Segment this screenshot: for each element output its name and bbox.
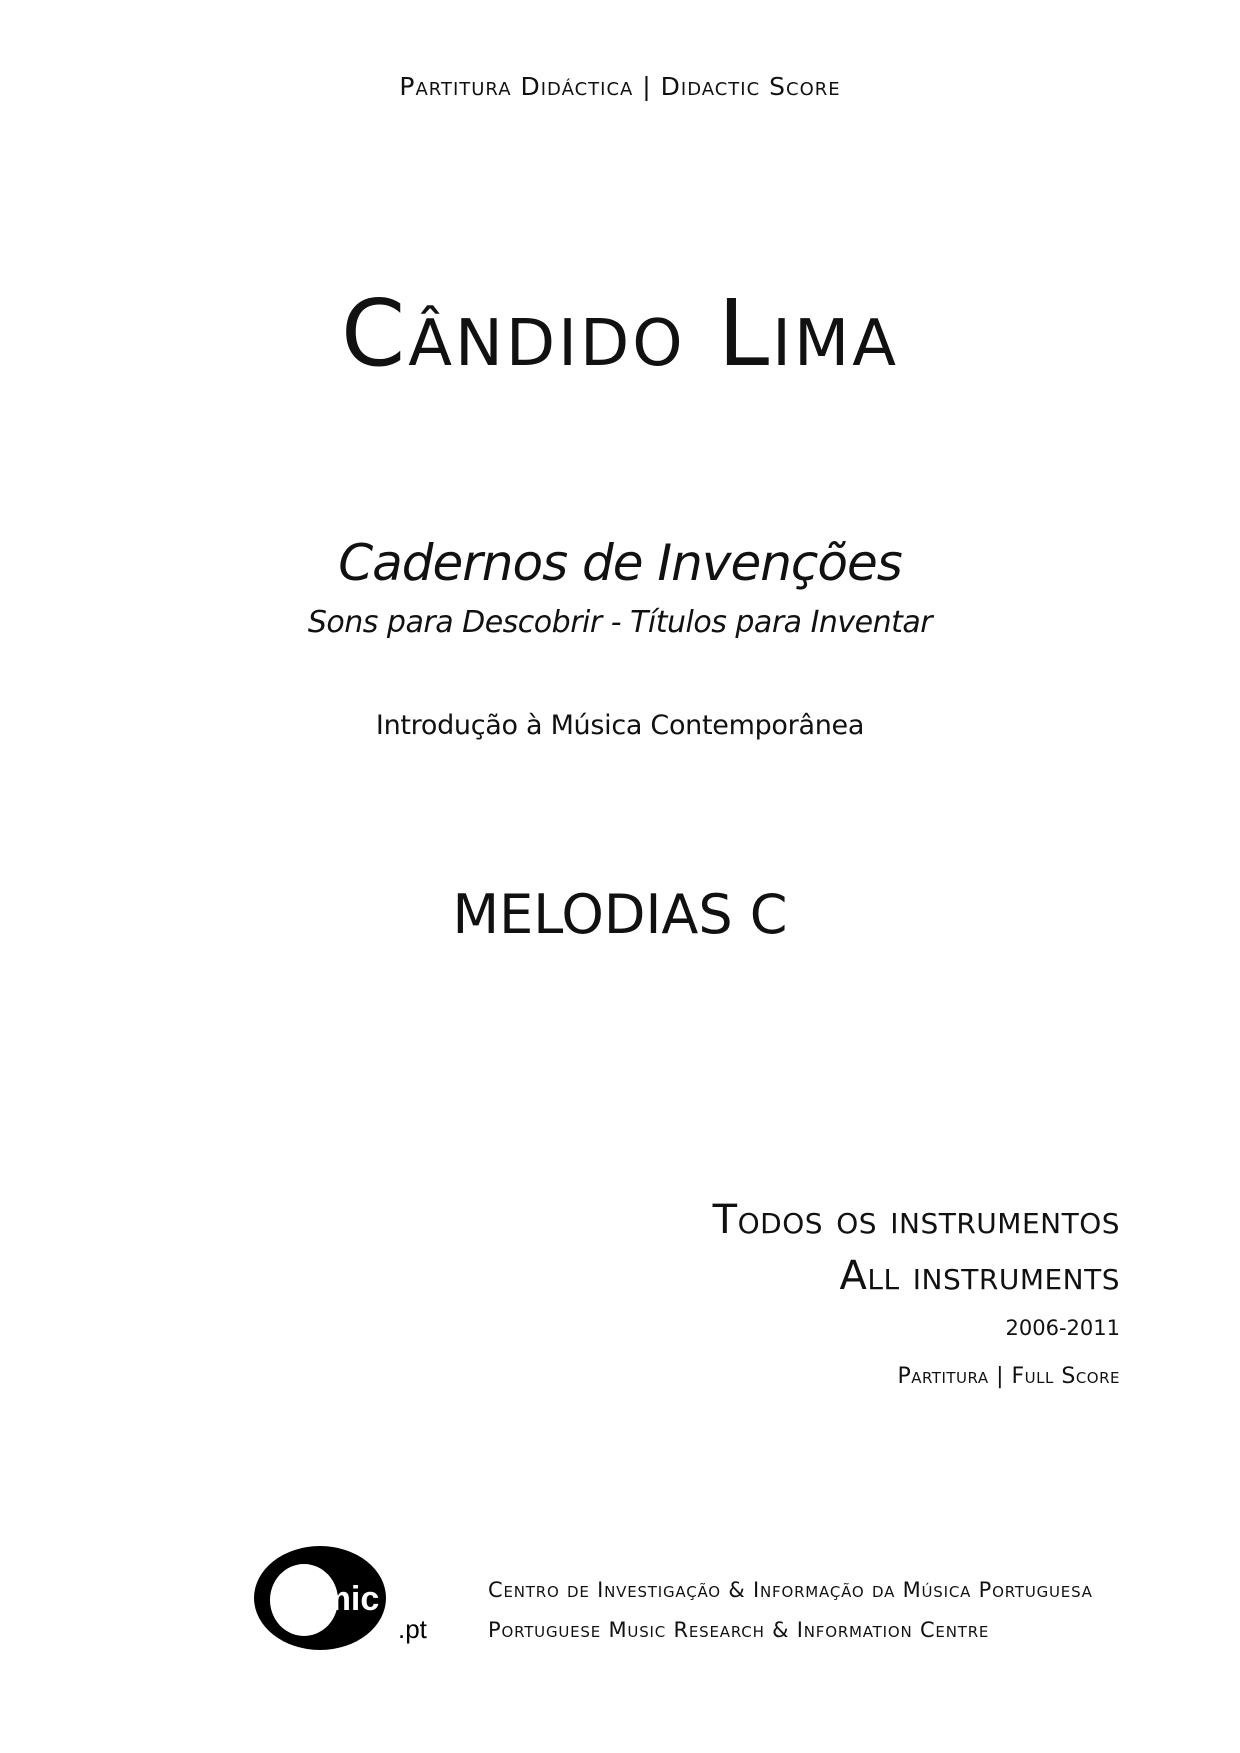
logo-suffix-text: .pt: [398, 1614, 427, 1644]
instrumentation-pt: Todos os instrumentos: [712, 1197, 1120, 1243]
work-title: Cadernos de Invenções: [338, 534, 902, 592]
composer-name: Cândido Lima: [340, 280, 900, 387]
header-label: Partitura Didáctica | Didactic Score: [399, 72, 841, 101]
instrumentation-en: All instruments: [839, 1253, 1120, 1299]
score-type: Partitura | Full Score: [897, 1364, 1120, 1389]
publisher-name-pt: Centro de Investigação & Informação da Música Portuguesa: [488, 1578, 1093, 1602]
work-subtitle: Sons para Descobrir - Títulos para Inventar: [307, 605, 933, 640]
introduction-line: Introdução à Música Contemporânea: [375, 710, 865, 741]
mic-pt-logo-icon: [250, 1540, 460, 1660]
collection-title: MELODIAS C: [452, 883, 788, 946]
composition-years: 2006-2011: [1005, 1316, 1120, 1340]
logo-main-text: mic: [320, 1580, 380, 1618]
publisher-name-en: Portuguese Music Research & Information Centre: [488, 1618, 990, 1642]
logo-graphic: [250, 1540, 460, 1660]
